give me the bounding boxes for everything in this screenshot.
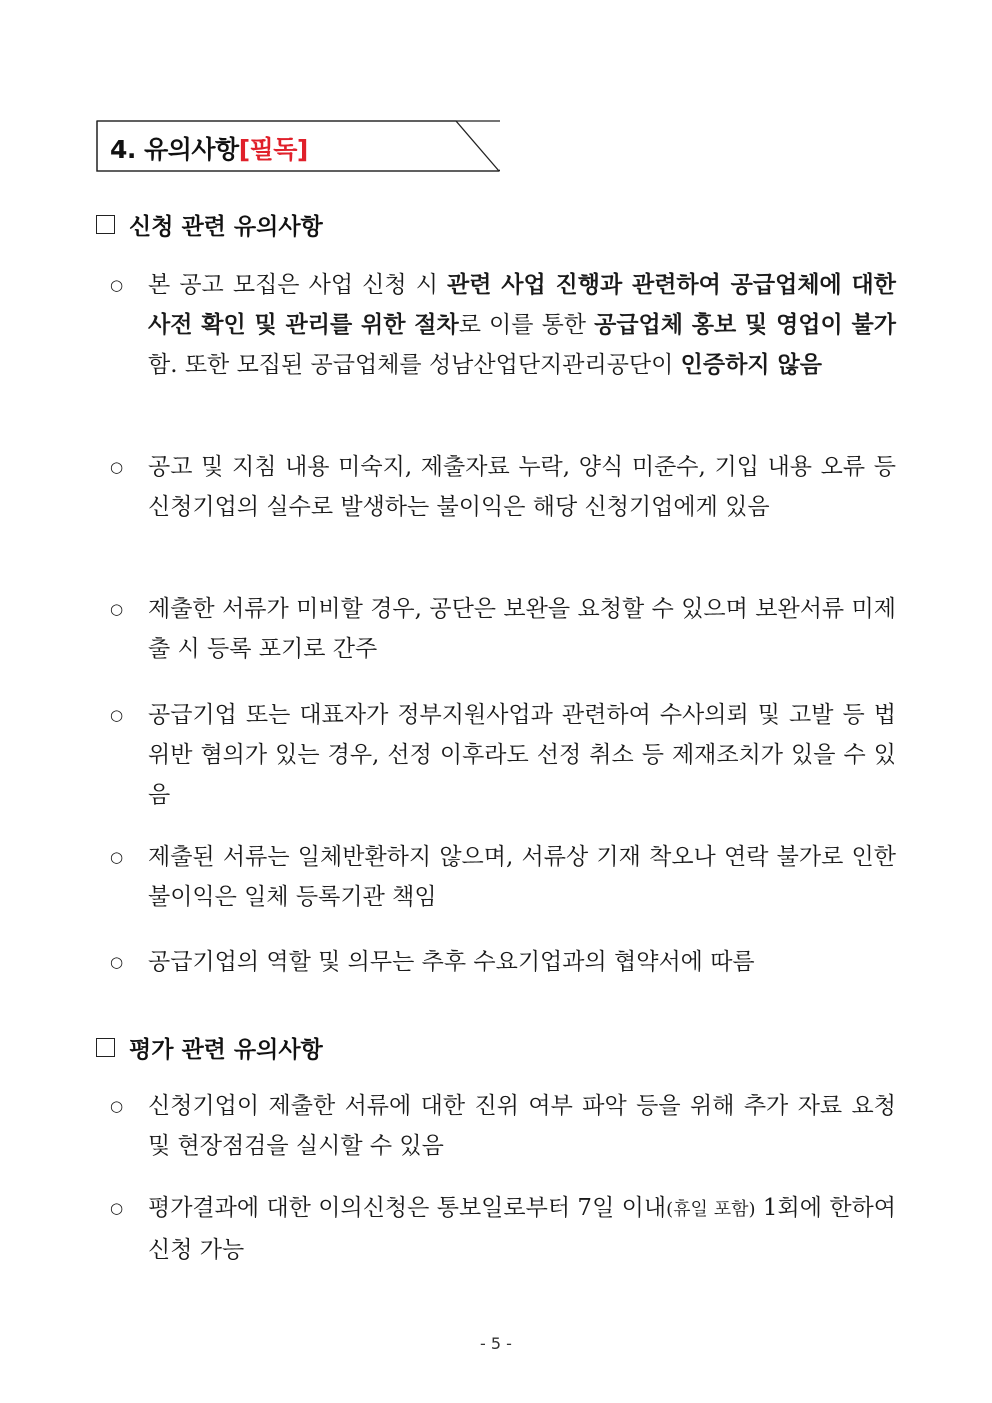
- bold-run: 관련 사업 진행과 관련하여 공급업체에 대한 사전 확인 및 관리를 위한 절차: [148, 272, 896, 338]
- list-item-text: 공급기업의 역할 및 의무는 추후 수요기업과의 협약서에 따름: [148, 949, 755, 975]
- list-item: [110, 942, 896, 982]
- section-title-text: 평가 관련 유의사항: [129, 1037, 323, 1063]
- text-run: 평가결과에 대한 이의신청은 통보일로부터 7일 이내: [148, 1195, 667, 1221]
- bold-run: 공급업체 홍보 및 영업이 불가: [594, 312, 896, 338]
- text-run: 본 공고 모집은 사업 신청 시: [148, 272, 448, 298]
- text-run: 로 이를 통한: [458, 312, 595, 338]
- page-number: - 5 -: [480, 1334, 512, 1353]
- bullet-circle-icon: ○: [110, 600, 124, 618]
- list-item: [110, 837, 896, 917]
- bullet-circle-icon: ○: [110, 276, 124, 294]
- heading-number: 4. 유의사항: [110, 135, 239, 164]
- list-item: [110, 1188, 896, 1270]
- section-title-evaluation: [96, 1031, 323, 1064]
- list-item-text: 제출한 서류가 미비할 경우, 공단은 보완을 요청할 수 있으며 보완서류 미제출 시 등록 포기로 간주: [148, 596, 896, 662]
- text-run: 1회에 한하여 신청 가능: [148, 1195, 896, 1263]
- bullet-circle-icon: ○: [110, 1199, 124, 1217]
- checkbox-icon: [96, 215, 115, 234]
- bullet-circle-icon: ○: [110, 1097, 124, 1115]
- list-item: [110, 589, 896, 669]
- checkbox-icon: [96, 1038, 115, 1057]
- list-item-text: 공급기업 또는 대표자가 정부지원사업과 관련하여 수사의뢰 및 고발 등 법위반 혐의가 있는 경우, 선정 이후라도 선정 취소 등 제재조치가 있을 수 있음: [148, 702, 896, 808]
- list-item-text: 공고 및 지침 내용 미숙지, 제출자료 누락, 양식 미준수, 기입 내용 오류 등 신청기업의 실수로 발생하는 불이익은 해당 신청기업에게 있음: [148, 454, 896, 520]
- list-item-text: 신청기업이 제출한 서류에 대한 진위 여부 파악 등을 위해 추가 자료 요청 및 현장점검을 실시할 수 있음: [148, 1093, 896, 1159]
- list-item: [110, 695, 896, 815]
- small-run: (휴일 포함): [666, 1199, 756, 1220]
- list-item-text: [148, 1188, 896, 1270]
- bold-run: 인증하지 않음: [680, 352, 822, 378]
- list-item-text: 제출된 서류는 일체반환하지 않으며, 서류상 기재 착오나 연락 불가로 인한 불이익은 일체 등록기관 책임: [148, 844, 896, 910]
- section-heading: [96, 120, 500, 172]
- section-title-text: 신청 관련 유의사항: [129, 214, 323, 240]
- bullet-circle-icon: ○: [110, 848, 124, 866]
- section-title-application: [96, 208, 323, 241]
- heading-emphasis: [필독]: [238, 135, 308, 164]
- bullet-circle-icon: ○: [110, 706, 124, 724]
- text-run: 함. 또한 모집된 공급업체를 성남산업단지관리공단이: [148, 352, 681, 378]
- bullet-circle-icon: ○: [110, 953, 124, 971]
- list-item-text: [148, 265, 896, 385]
- list-item: [110, 265, 896, 385]
- list-item: [110, 447, 896, 527]
- bullet-circle-icon: ○: [110, 458, 124, 476]
- list-item: [110, 1086, 896, 1166]
- heading-title: [110, 130, 308, 166]
